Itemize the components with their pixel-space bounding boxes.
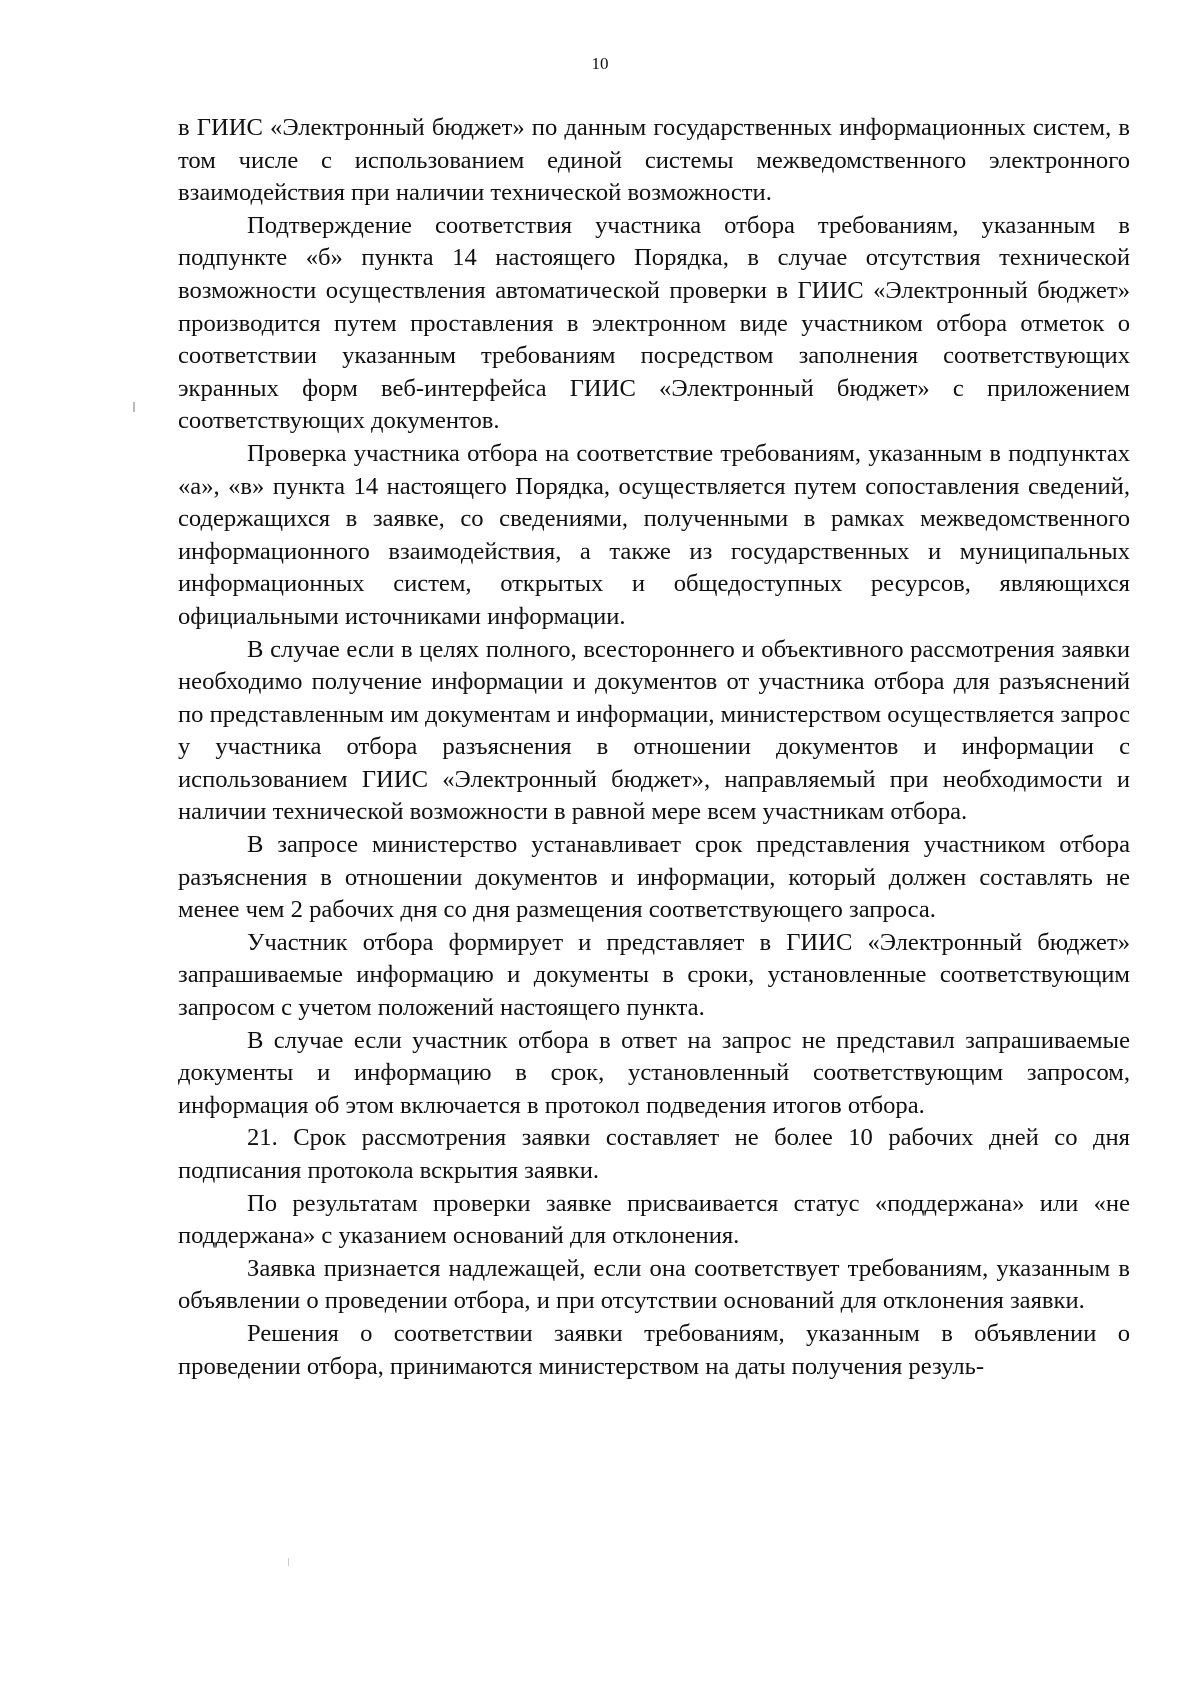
paragraph: В запросе министерство устанавливает срок представления участником отбора разъяснения в отношении документов и информации, который должен составлять не менее чем 2 рабочих дня со дня размещения соответствующего запроса.	[178, 831, 1130, 924]
body-text	[178, 112, 1130, 1383]
scan-mark	[133, 402, 135, 412]
paragraph: В случае если в целях полного, всестороннего и объективного рассмотрения заявки необходимо получение информации и документов от участника отбора для разъяснений по представленным им документам и информации, министерством осуществляется запрос у участника отбора разъяснения в отношении документов и информации с использованием ГИИС «Электронный бюджет», направляемый при необходимости и наличии технической возможности в равной мере всем участникам отбора.	[178, 635, 1130, 826]
paragraph: Участник отбора формирует и представляет в ГИИС «Электронный бюджет» запрашиваемые информацию и документы в сроки, установленные соответствующим запросом с учетом положений настоящего пункта.	[178, 928, 1130, 1022]
paragraph: в ГИИС «Электронный бюджет» по данным государственных информационных систем, в том числе с использованием единой системы межведомственного электронного взаимодействия при наличии технической возможности.	[178, 114, 1130, 207]
paragraph: Проверка участника отбора на соответствие требованиям, указанным в подпунктах «а», «в» пункта 14 настоящего Порядка, осуществляется путем сопоставления сведений, содержащихся в заявке, со сведениями, полученными в рамках межведомственного информационного взаимодействия, а также из государственных и муниципальных информационных систем, открытых и общедоступных ресурсов, являющихся официальными источниками информации.	[178, 439, 1130, 630]
paragraph: Подтверждение соответствия участника отбора требованиям, указанным в подпункте «б» пункта 14 настоящего Порядка, в случае отсутствия технической возможности осуществления автоматической проверки в ГИИС «Электронный бюджет» производится путем проставления в электронном виде участником отбора отметок о соответствии указанным требованиям посредством заполнения соответствующих экранных форм веб-интерфейса ГИИС «Электронный бюджет» с приложением соответствующих документов.	[178, 211, 1130, 435]
scan-mark	[288, 1558, 289, 1566]
paragraph: Решения о соответствии заявки требованиям, указанным в объявлении о проведении отбора, принимаются министерством на даты получения резуль-	[178, 1319, 1130, 1380]
paragraph: 21. Срок рассмотрения заявки составляет не более 10 рабочих дней со дня подписания протокола вскрытия заявки.	[178, 1124, 1130, 1184]
paragraph: По результатам проверки заявке присваивается статус «поддержана» или «не поддержана» с указанием оснований для отклонения.	[178, 1189, 1130, 1250]
page-number: 10	[591, 54, 609, 73]
paragraph: В случае если участник отбора в ответ на запрос не представил запрашиваемые документы и информацию в срок, установленный соответствующим запросом, информация об этом включается в протокол подведения итогов отбора.	[178, 1026, 1130, 1119]
paragraph: Заявка признается надлежащей, если она соответствует требованиям, указанным в объявлении о проведении отбора, и при отсутствии оснований для отклонения заявки.	[178, 1254, 1130, 1315]
